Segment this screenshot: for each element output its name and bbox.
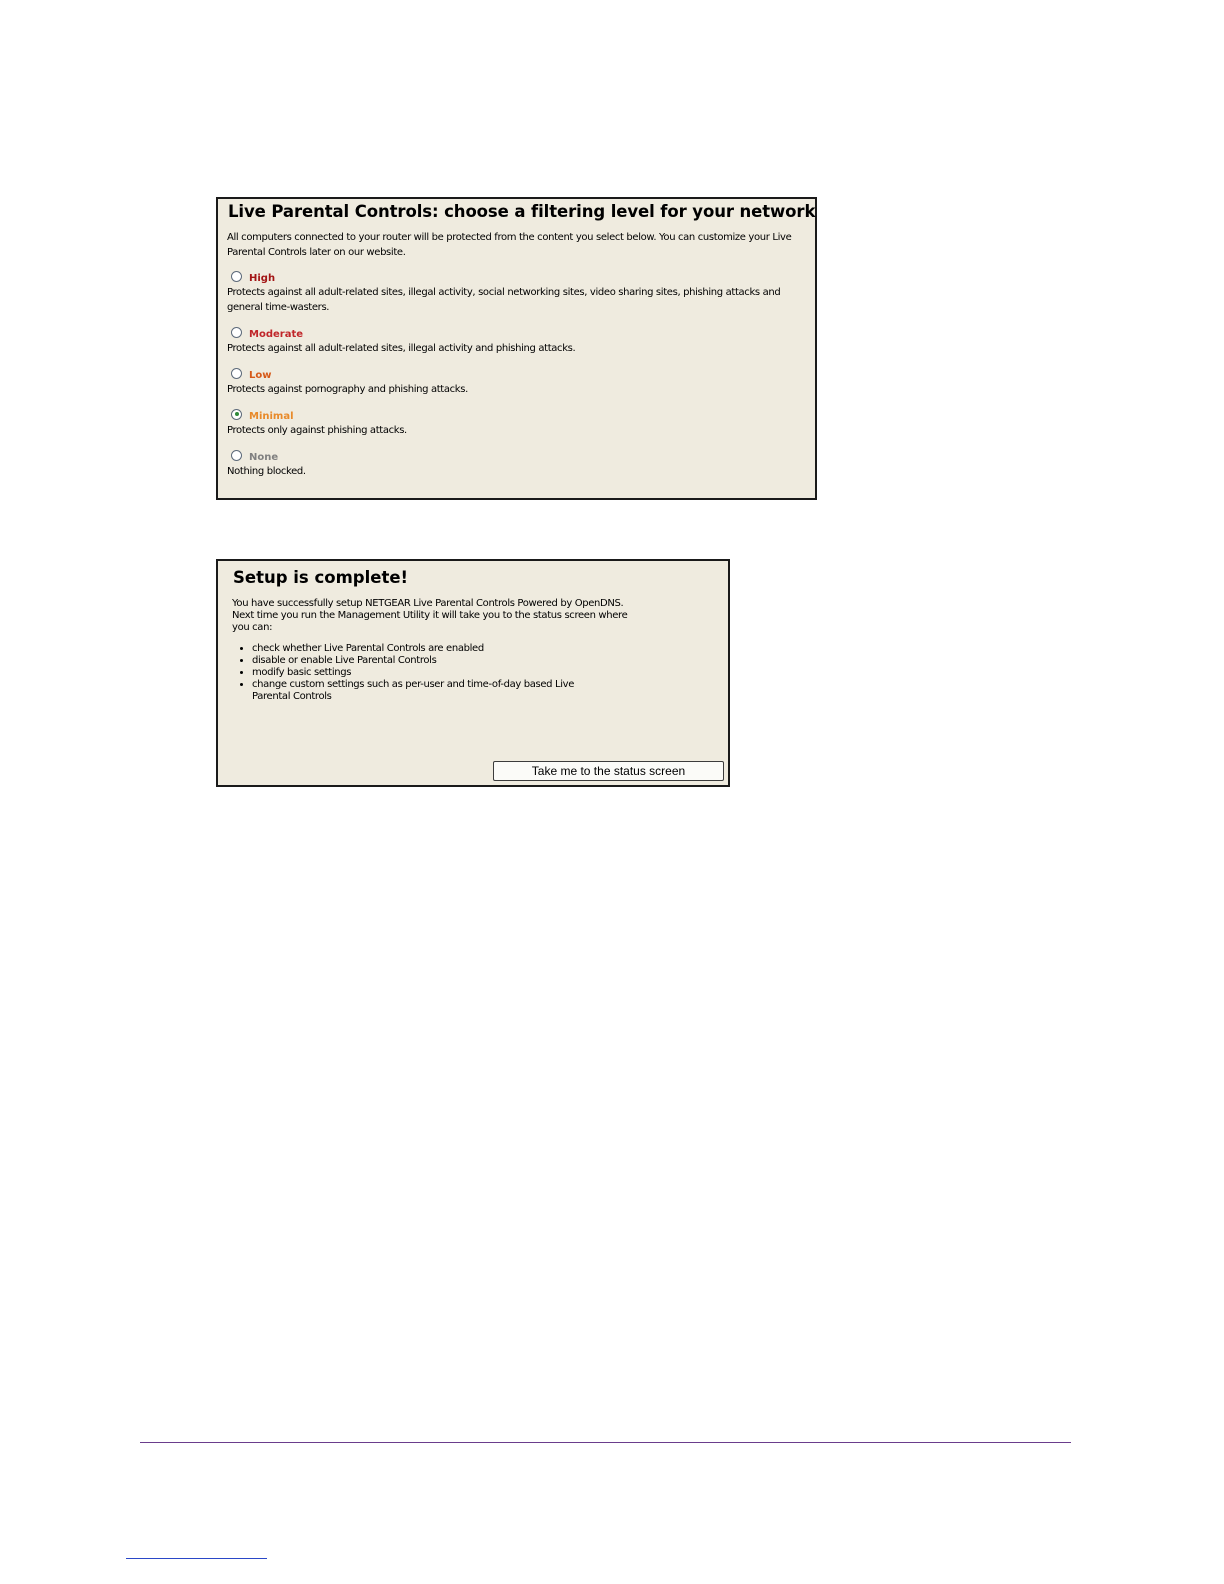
filtering-level-title: Live Parental Controls: choose a filtering level for your network <box>228 202 816 221</box>
radio-minimal[interactable] <box>231 409 242 420</box>
option-description-moderate: Protects against all adult-related sites, illegal activity and phishing attacks. <box>227 343 576 354</box>
option-description-none: Nothing blocked. <box>227 466 306 477</box>
option-label-minimal[interactable]: Minimal <box>249 410 294 422</box>
radio-moderate[interactable] <box>231 327 242 338</box>
list-item: • modify basic settings <box>252 667 612 679</box>
option-description-high: Protects against all adult-related sites, illegal activity, social networking sites, video sharing sites, phishing attacks and general time-wasters. <box>227 287 781 313</box>
option-label-high[interactable]: High <box>249 272 276 284</box>
setup-complete-panel <box>216 559 730 787</box>
filter-option-minimal[interactable] <box>227 406 805 438</box>
filtering-level-panel <box>216 197 817 500</box>
option-description-low: Protects against pornography and phishing attacks. <box>227 384 468 395</box>
status-screen-button[interactable]: Take me to the status screen <box>493 761 724 781</box>
radio-none[interactable] <box>231 450 242 461</box>
footer-divider <box>140 1442 1071 1443</box>
setup-complete-title: Setup is complete! <box>233 568 409 587</box>
filtering-level-intro: All computers connected to your router will be protected from the content you select below. You can customize your Live Parental Controls later on our website. <box>227 232 792 258</box>
list-item: • check whether Live Parental Controls are enabled <box>252 643 612 655</box>
list-item: • disable or enable Live Parental Controls <box>252 655 612 667</box>
option-label-moderate[interactable]: Moderate <box>249 328 304 340</box>
footer-link-underline[interactable] <box>126 1558 267 1559</box>
setup-complete-intro: You have successfully setup NETGEAR Live Parental Controls Powered by OpenDNS. Next time you run the Management Utility it will take you to the status screen where you can: <box>232 598 628 633</box>
filter-option-low[interactable] <box>227 365 805 397</box>
status-features-list <box>232 643 612 703</box>
option-description-minimal: Protects only against phishing attacks. <box>227 425 407 436</box>
filter-option-high[interactable] <box>227 268 805 315</box>
option-label-none[interactable]: None <box>249 451 279 463</box>
option-label-low[interactable]: Low <box>249 369 272 381</box>
radio-low[interactable] <box>231 368 242 379</box>
radio-high[interactable] <box>231 271 242 282</box>
filter-option-moderate[interactable] <box>227 324 805 356</box>
filter-option-none[interactable] <box>227 447 805 479</box>
list-item: • change custom settings such as per-user and time-of-day based Live Parental Controls <box>252 679 612 703</box>
